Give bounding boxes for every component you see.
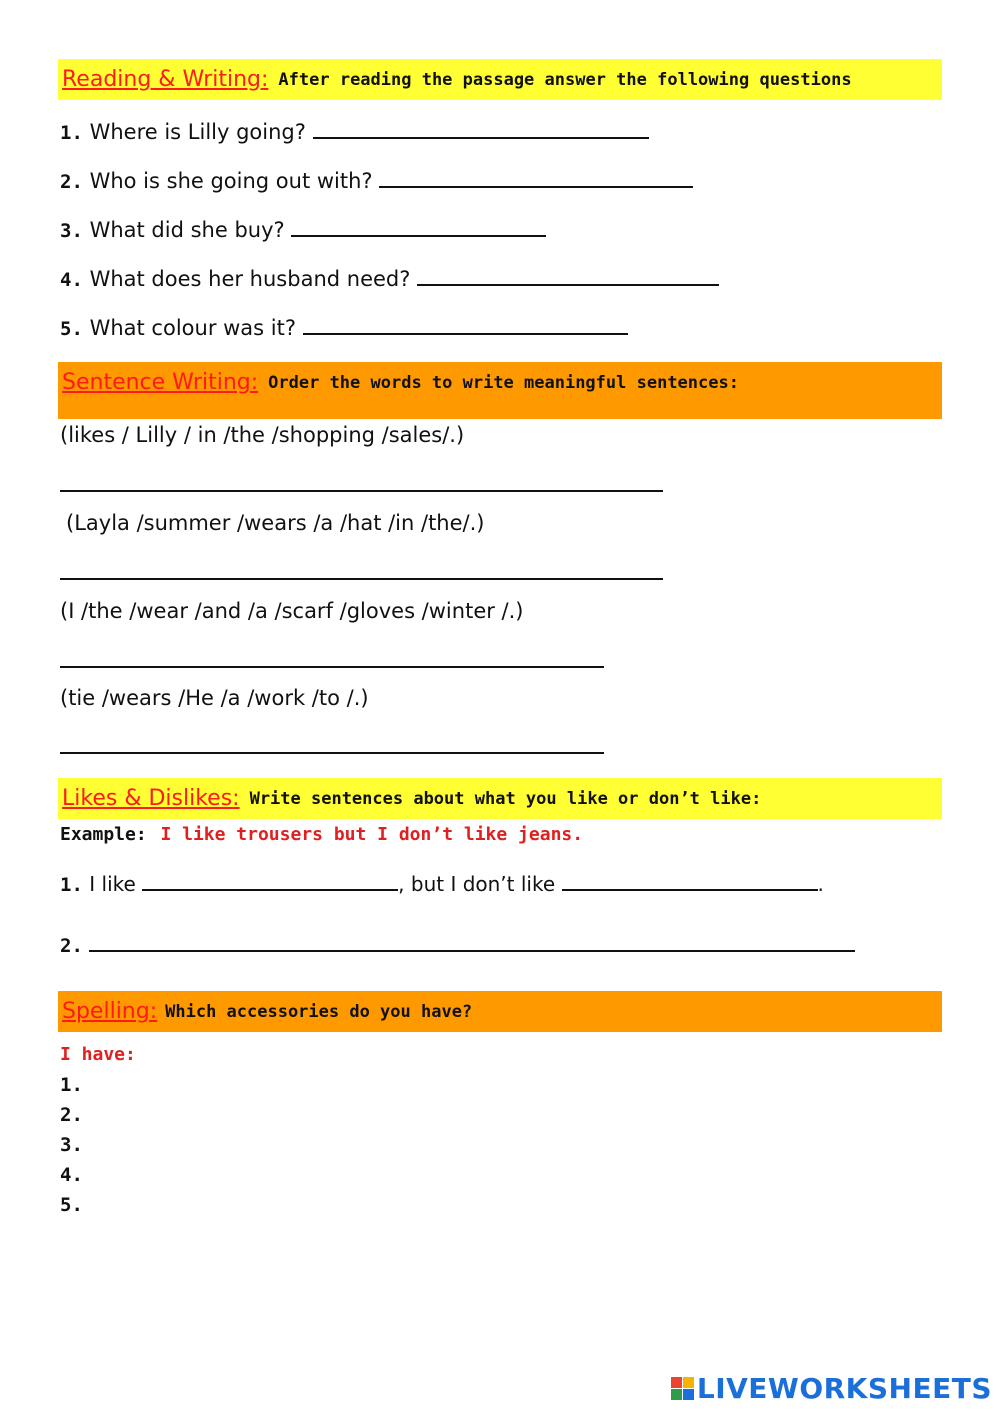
likes-answer-blank[interactable] [89, 936, 855, 952]
spelling-instruction: Which accessories do you have? [165, 1001, 473, 1022]
spelling-item-5[interactable]: 5. [60, 1194, 83, 1216]
likes-item-2: 2. [60, 933, 855, 957]
question-4: 4. What does her husband need? [60, 267, 719, 291]
question-5: 5. What colour was it? [60, 316, 628, 340]
example-text: I like trousers but I don’t like jeans. [160, 824, 584, 845]
answer-blank[interactable] [291, 221, 546, 237]
sentence-answer-line-2[interactable] [60, 578, 663, 580]
question-text: What did she buy? [89, 218, 285, 242]
question-text: What colour was it? [89, 316, 296, 340]
sentence-writing-title: Sentence Writing: [62, 370, 259, 395]
question-text: Where is Lilly going? [89, 120, 306, 144]
spelling-title: Spelling: [62, 999, 158, 1024]
i-have-label: I have: [60, 1044, 136, 1065]
answer-blank[interactable] [417, 270, 719, 286]
question-text: Who is she going out with? [89, 169, 373, 193]
scrambled-sentence-4: (tie /wears /He /a /work /to /.) [60, 686, 369, 710]
question-1: 1. Where is Lilly going? [60, 120, 649, 144]
scrambled-sentence-2: (Layla /summer /wears /a /hat /in /the/.) [66, 511, 485, 535]
spelling-banner [58, 991, 942, 1032]
spelling-item-4[interactable]: 4. [60, 1164, 83, 1186]
dislike-blank[interactable] [562, 875, 818, 891]
likes-dislikes-banner [58, 778, 942, 819]
logo-icon [671, 1377, 694, 1400]
sentence-answer-line-4[interactable] [60, 752, 604, 754]
question-text: What does her husband need? [89, 267, 411, 291]
likes-dislikes-instruction: Write sentences about what you like or don’t like: [249, 788, 762, 809]
liveworksheets-logo [671, 1372, 992, 1405]
spelling-item-3[interactable]: 3. [60, 1134, 83, 1156]
logo-square-1 [671, 1377, 682, 1388]
logo-text: LIVEWORKSHEETS [696, 1372, 992, 1405]
answer-blank[interactable] [303, 319, 628, 335]
like-blank[interactable] [142, 875, 398, 891]
example-label: Example: [60, 824, 147, 845]
scrambled-sentence-3: (I /the /wear /and /a /scarf /gloves /winter /.) [60, 599, 524, 623]
question-3: 3. What did she buy? [60, 218, 546, 242]
sentence-writing-instruction: Order the words to write meaningful sentences: [268, 373, 739, 393]
reading-writing-banner [58, 59, 942, 100]
answer-blank[interactable] [313, 123, 649, 139]
spelling-item-2[interactable]: 2. [60, 1104, 83, 1126]
spelling-item-1[interactable]: 1. [60, 1074, 83, 1096]
reading-writing-instruction: After reading the passage answer the following questions [278, 69, 852, 90]
reading-writing-title: Reading & Writing: [62, 67, 269, 92]
logo-square-2 [683, 1377, 694, 1388]
sentence-answer-line-3[interactable] [60, 666, 604, 668]
question-2: 2. Who is she going out with? [60, 169, 693, 193]
answer-blank[interactable] [379, 172, 693, 188]
sentence-answer-line-1[interactable] [60, 490, 663, 492]
logo-square-3 [671, 1389, 682, 1400]
example-line [60, 824, 583, 845]
likes-dislikes-title: Likes & Dislikes: [62, 786, 240, 811]
scrambled-sentence-1: (likes / Lilly / in /the /shopping /sales/.) [60, 423, 465, 447]
sentence-writing-banner [58, 362, 942, 419]
likes-item-1: 1. I like , but I don’t like . [60, 872, 824, 896]
logo-square-4 [683, 1389, 694, 1400]
